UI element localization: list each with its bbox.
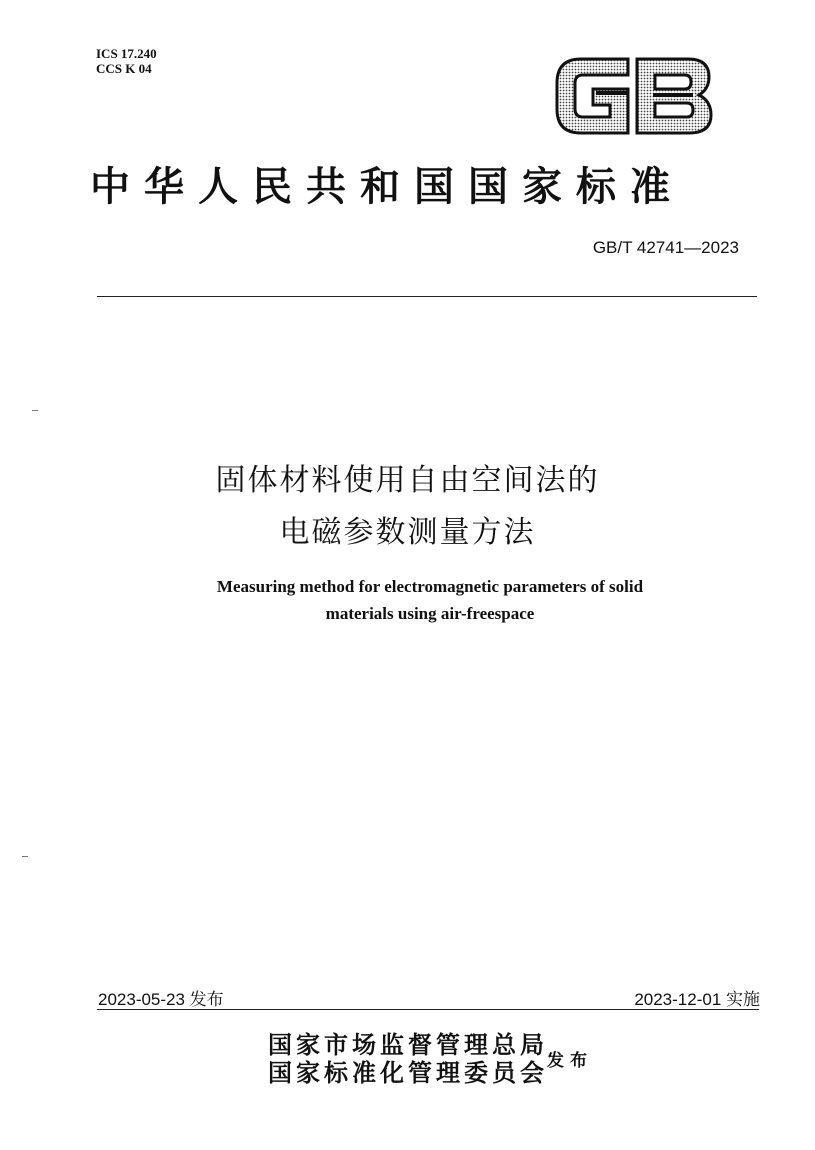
release-label: 发布 — [547, 1051, 593, 1071]
publish-date: 2023-05-23 发布 — [98, 990, 224, 1009]
scan-mark — [22, 856, 28, 857]
implement-date: 2023-12-01 实施 — [634, 990, 760, 1009]
header-divider — [97, 296, 757, 297]
ccs-code: CCS K 04 — [96, 61, 152, 76]
footer-divider — [97, 1009, 759, 1010]
gb-logo-icon — [553, 53, 716, 138]
country-standard-heading: 中华人民共和国国家标准 — [90, 163, 684, 210]
issuer-line2: 国家标准化管理委员会 — [268, 1058, 548, 1087]
issuer-line1: 国家市场监督管理总局 — [268, 1030, 548, 1059]
scan-mark — [32, 410, 38, 411]
english-title-line2: materials using air-freespace — [325, 604, 535, 623]
standard-number: GB/T 42741—2023 — [592, 238, 739, 257]
english-title-line1: Measuring method for electromagnetic parameters of solid — [216, 577, 644, 596]
chinese-title-line2: 电磁参数测量方法 — [279, 515, 536, 550]
ics-code: ICS 17.240 — [96, 46, 157, 61]
classification-codes — [96, 46, 157, 76]
chinese-title-line1: 固体材料使用自由空间法的 — [215, 463, 600, 498]
